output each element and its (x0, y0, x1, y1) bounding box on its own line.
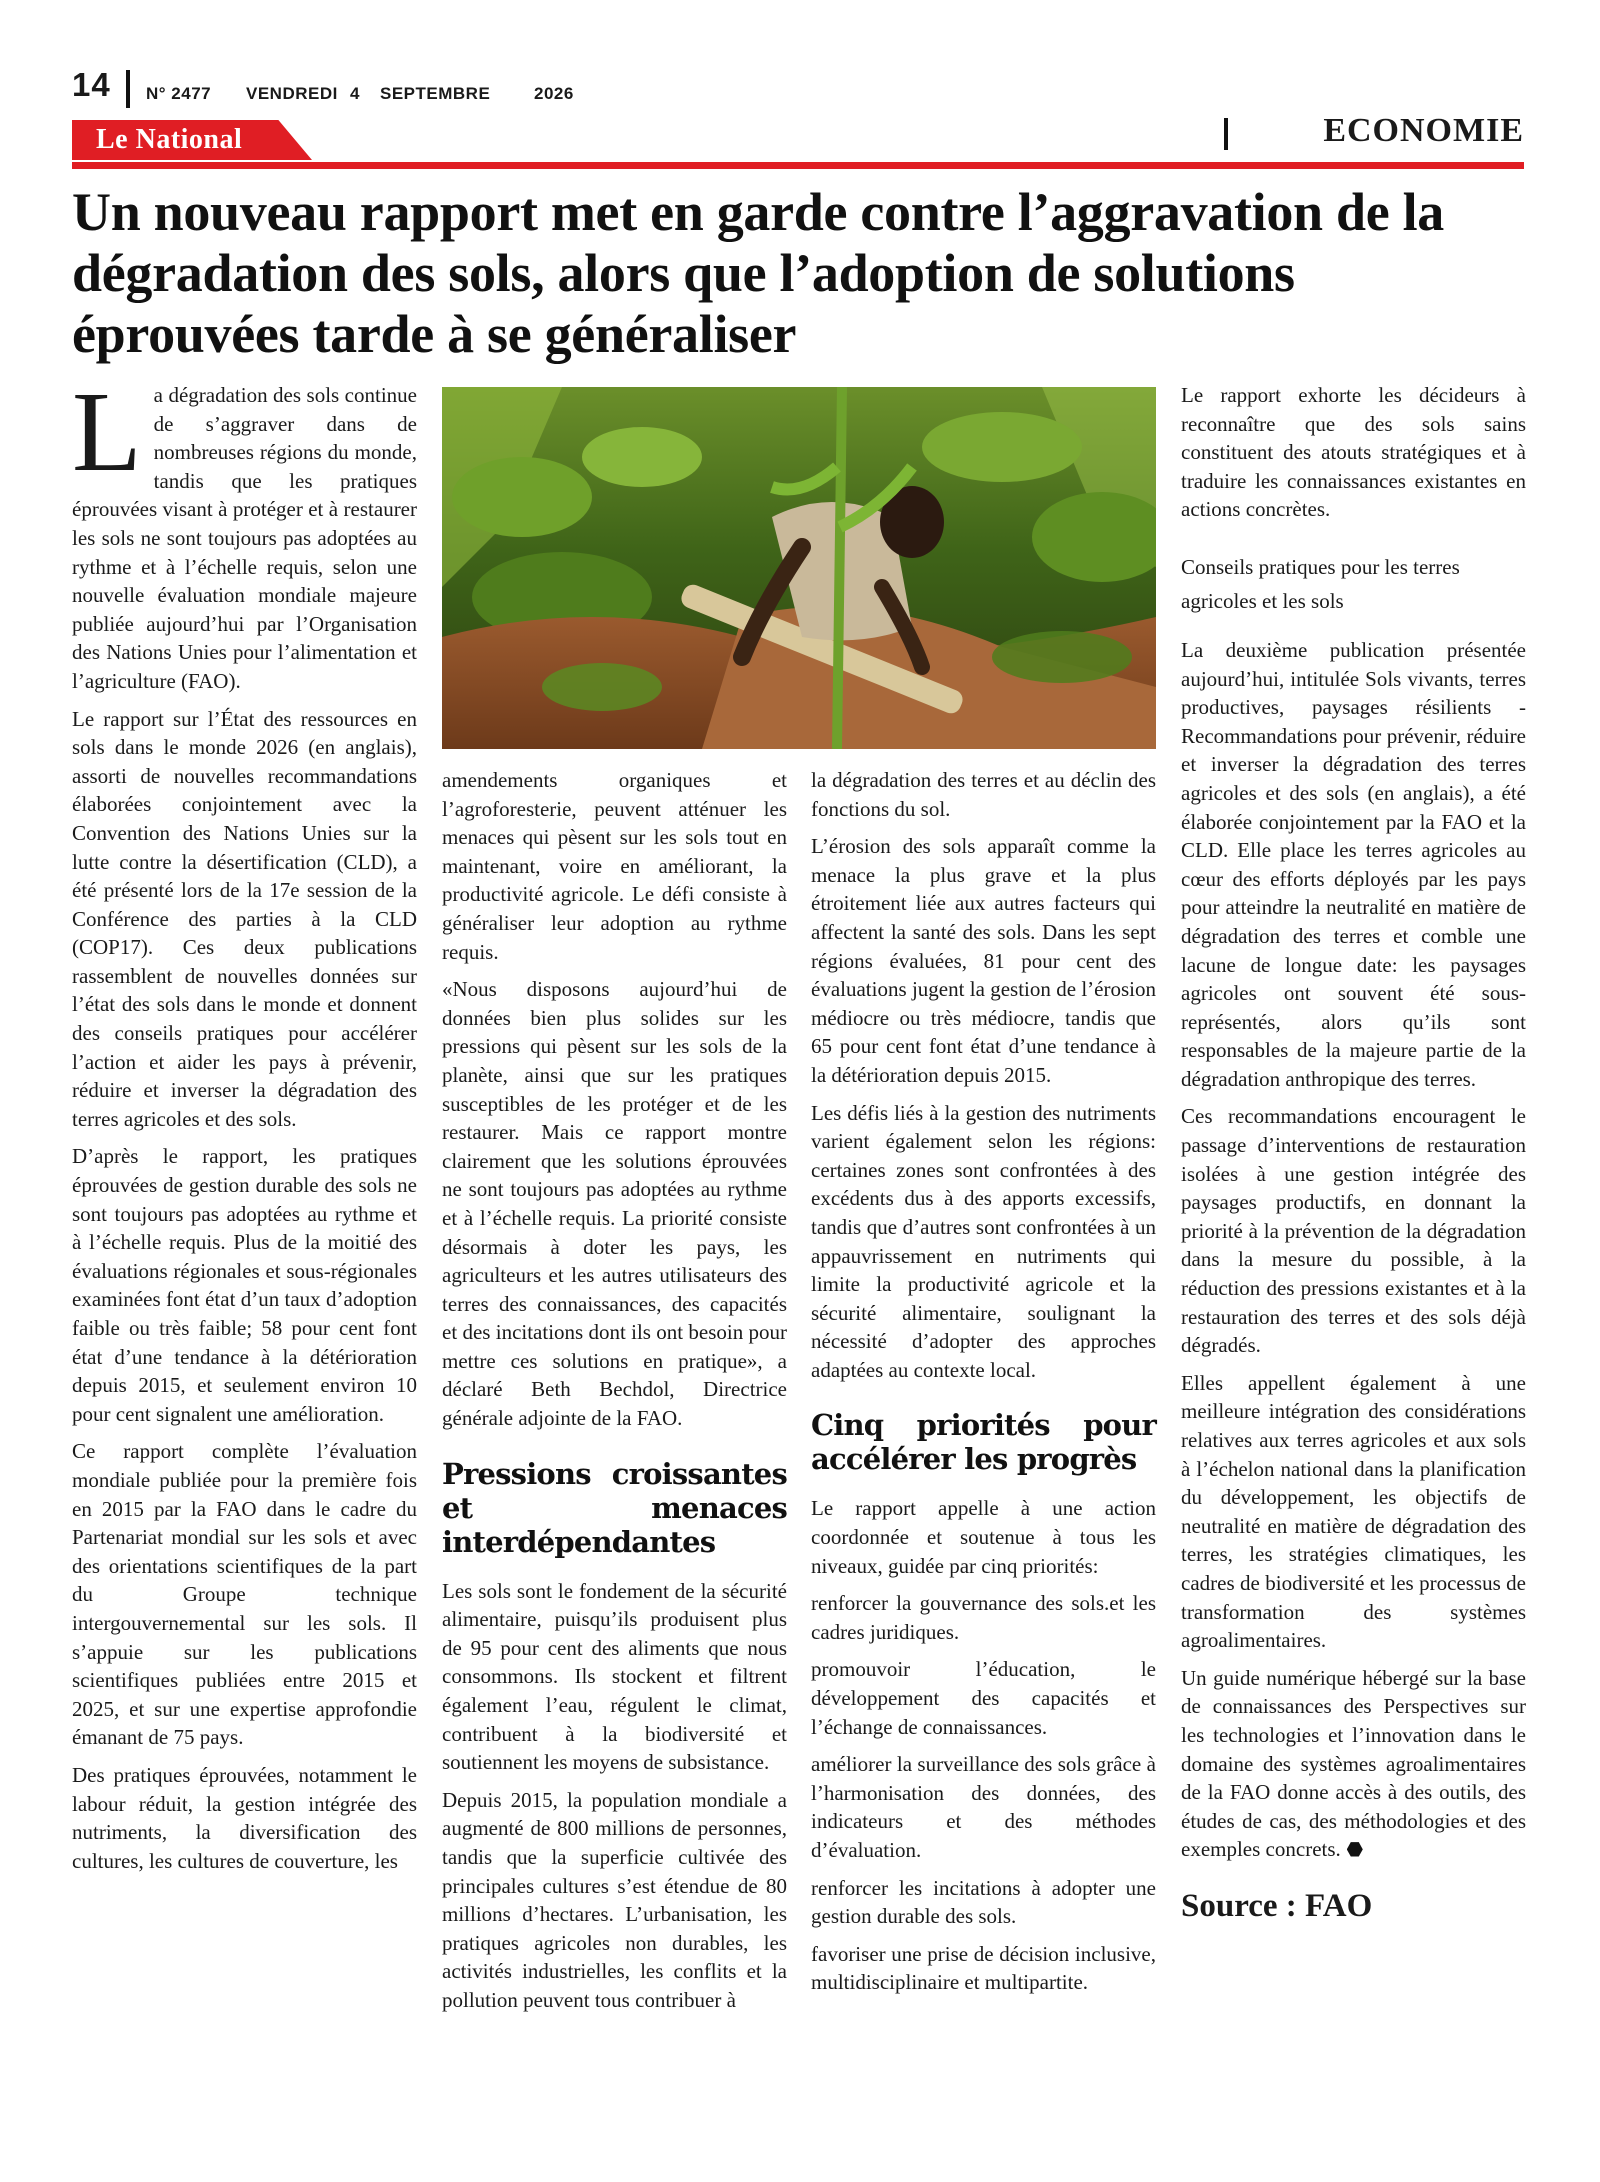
priority-item: renforcer la gouvernance des sols.et les cadres juridiques. (811, 1591, 1156, 1644)
paragraph (72, 368, 417, 696)
paragraph: Elles appellent également à une meilleure intégration des considérations relatives aux terres agricoles et aux sols à l’échelon national dans la planification du développement, les objectifs de neutralité en matière de dégradation des terres, les stratégies climatiques, les cadres de biodiversité et les processus de transformation des systèmes agroalimentaires. (1181, 1370, 1526, 1653)
paragraph: Le rapport exhorte les décideurs à reconnaître que des sols sains constituent des atouts stratégiques et à traduire les connaissances existantes en actions concrètes. (1181, 383, 1526, 522)
paragraph: Ce rapport complète l’évaluation mondiale publiée pour la première fois en 2015 par la FAO dans le cadre du Partenariat mondial sur les sols et avec des orientations scientifiques de la part du Groupe technique intergouvernemental sur les sols. Il s’appuie sur les publications scientifiques publiées entre 2015 et 2025, et sur une expertise approfondie émanant de 75 pays. (72, 1439, 417, 1750)
header-month: SEPTEMBRE (380, 84, 491, 103)
subheading: Conseils pratiques pour les terres agricoles et les sols (1181, 554, 1460, 613)
header-rule (72, 162, 1524, 169)
header-date: 4 (350, 84, 360, 103)
paragraph: Depuis 2015, la population mondiale a augmenté de 800 millions de personnes, tandis que la superficie cultivée des principales cultures s’est étendue de 80 millions d’hectares. L’urbanisation, les pratiques agricoles non durables, les activités industrielles, les conflits et la pollution peuvent tous contribuer à (442, 1787, 787, 2012)
paragraph: Le rapport sur l’État des ressources en sols dans le monde 2026 (en anglais), assorti de nouvelles recommandations élaborées conjointement avec la Convention des Nations Unies sur la lutte contre la désertification (CLD), a été présenté lors de la 17e session de la Conférence des parties à la CLD (COP17). Ces deux publications rassemblent de nouvelles données sur l’état des sols dans le monde et donnent des conseils pratiques pour accélérer l’action et aider les pays à prévenir, réduire et inverser la dégradation des terres agricoles et des sols. (72, 706, 417, 1131)
issue-number: N° 2477 (146, 84, 212, 103)
paragraph: la dégradation des terres et au déclin des fonctions du sol. (811, 768, 1156, 821)
paragraph: Des pratiques éprouvées, notamment le labour réduit, la gestion intégrée des nutriments, la diversification des cultures, les cultures de couverture, les (72, 1762, 417, 1873)
paragraph: Le rapport appelle à une action coordonnée et soutenue à tous les niveaux, guidée par cinq priorités: (811, 1496, 1156, 1578)
paragraph: D’après le rapport, les pratiques éprouvées de gestion durable des sols ne sont toujours pas adoptées au rythme et à l’échelle requis. Plus de la moitié des évaluations régionales et sous-régionales examinées font état d’un taux d’adoption faible ou très faible; 58 pour cent font état d’une tendance à la détérioration depuis 2015, et seulement environ 10 pour cent signalent une amélioration. (72, 1144, 417, 1426)
header-year: 2026 (534, 84, 574, 103)
header-divider (126, 70, 130, 108)
paragraph: Les défis liés à la gestion des nutriments varient également selon les régions: certaines zones sont confrontées à des excédents dus à des apports excessifs, tandis que d’autres sont confrontées à un appauvrissement en nutriments qui limite la productivité agricole et la sécurité alimentaire, soulignant la nécessité d’adopter des approches adaptées au contexte local. (811, 1100, 1156, 1382)
article-column-4 (1181, 381, 1526, 1924)
article-column-2 (442, 766, 787, 2015)
end-mark-icon (1347, 1841, 1363, 1857)
priority-item: améliorer la surveillance des sols grâce à l’harmonisation des données, des indicateurs et des méthodes d’évaluation. (811, 1752, 1156, 1862)
priority-item: promouvoir l’éducation, le développement des capacités et l’échange de connaissances. (811, 1657, 1156, 1739)
closing-text: Un guide numérique hébergé sur la base de connaissances des Perspectives sur les technologies et l’innovation dans le domaine des systèmes agroalimentaires de la FAO donne accès à des outils, des études de cas, des méthodologies et des exemples concrets. (1181, 1665, 1526, 1862)
publication-name: Le National (96, 124, 243, 155)
paragraph: amendements organiques et l’agroforesterie, peuvent atténuer les menaces qui pèsent sur les sols tout en maintenant, voire en améliorant, la productivité agricole. Le défi consiste à généraliser leur adoption au rythme requis. (442, 768, 787, 964)
subheading: Cinq priorités pour accélérer les progrès (811, 1408, 1156, 1477)
paragraph: La deuxième publication présentée aujourd’hui, intitulée Sols vivants, terres productives, paysages résilients - Recommandations pour prévenir, réduire et inverser la dégradation des terres agricoles et des sols (en anglais), a été élaborée conjointement par la FAO et la CLD. Elle place les terres agricoles au cœur des efforts déployés par les pays pour atteindre la neutralité en matière de dégradation des terres et comble une lacune de longue date: les paysages agricoles ont souvent été sous-représentés, alors qu’ils sont responsables de la majeure partie de la dégradation anthropique des terres. (1181, 637, 1526, 1091)
article-column-3 (811, 766, 1156, 1997)
section-divider (1224, 118, 1228, 150)
paragraph: L’érosion des sols apparaît comme la menace la plus grave et la plus étroitement liée aux autres facteurs qui affectent la santé des sols. Dans les sept régions évaluées, 81 pour cent des évaluations jugent la gestion de l’érosion médiocre ou très médiocre, tandis que 65 pour cent font état d’une tendance à la détérioration depuis 2015. (811, 834, 1156, 1087)
priority-item: favoriser une prise de décision inclusive, multidisciplinaire et multipartite. (811, 1941, 1156, 1995)
article-column-1 (72, 368, 417, 1875)
lead-text: a dégradation des sols continue de s’aggraver dans de nombreuses régions du monde, tandis que les pratiques éprouvées visant à protéger et à restaurer les sols ne sont toujours pas adoptées au rythme et à l’échelle requis, selon une nouvelle évaluation mondiale majeure publiée aujourd’hui par l’Organisation des Nations Unies pour l’alimentation et l’agriculture (FAO). (72, 383, 417, 693)
page-number: 14 (72, 66, 111, 103)
article-title: Un nouveau rapport met en garde contre l’aggravation de la dégradation des sols, alors que l’adoption de solutions éprouvées tarde à se généraliser (72, 182, 1444, 364)
paragraph: Les sols sont le fondement de la sécurité alimentaire, puisqu’ils produisent plus de 95 pour cent des aliments que nous consommons. Ils stockent et filtrent également l’eau, régulent le climat, contribuent à la biodiversité et soutiennent les moyens de subsistance. (442, 1578, 787, 1775)
paragraph (1181, 1664, 1526, 1864)
header-day: VENDREDI (246, 84, 338, 103)
drop-cap: L (72, 368, 142, 495)
article-source: Source : FAO (1181, 1887, 1373, 1924)
subheading: Pressions croissantes et menaces interdépendantes (442, 1456, 787, 1559)
section-label: ECONOMIE (1323, 112, 1524, 149)
paragraph: «Nous disposons aujourd’hui de données bien plus solides sur les pressions qui pèsent sur les sols de la planète, ainsi que sur les pratiques susceptibles de les protéger et de les restaurer. Mais ce rapport montre clairement que les solutions éprouvées ne sont toujours pas adoptées au rythme et à l’échelle requis. La priorité consiste désormais à doter les pays, les agriculteurs et les autres utilisateurs des terres des connaissances, des capacités et des incitations dont ils ont besoin pour mettre ces solutions en pratique», a déclaré Beth Bechdol, Directrice générale adjointe de la FAO. (442, 977, 787, 1431)
article-photo (442, 387, 1156, 749)
priority-item: renforcer les incitations à adopter une gestion durable des sols. (811, 1875, 1156, 1929)
paragraph: Ces recommandations encouragent le passage d’interventions de restauration isolées à une gestion intégrée des paysages productifs, en donnant la priorité à la prévention de la dégradation dans la mesure du possible, à la réduction des pressions existantes et à la restauration des terres et des sols déjà dégradés. (1181, 1104, 1526, 1358)
